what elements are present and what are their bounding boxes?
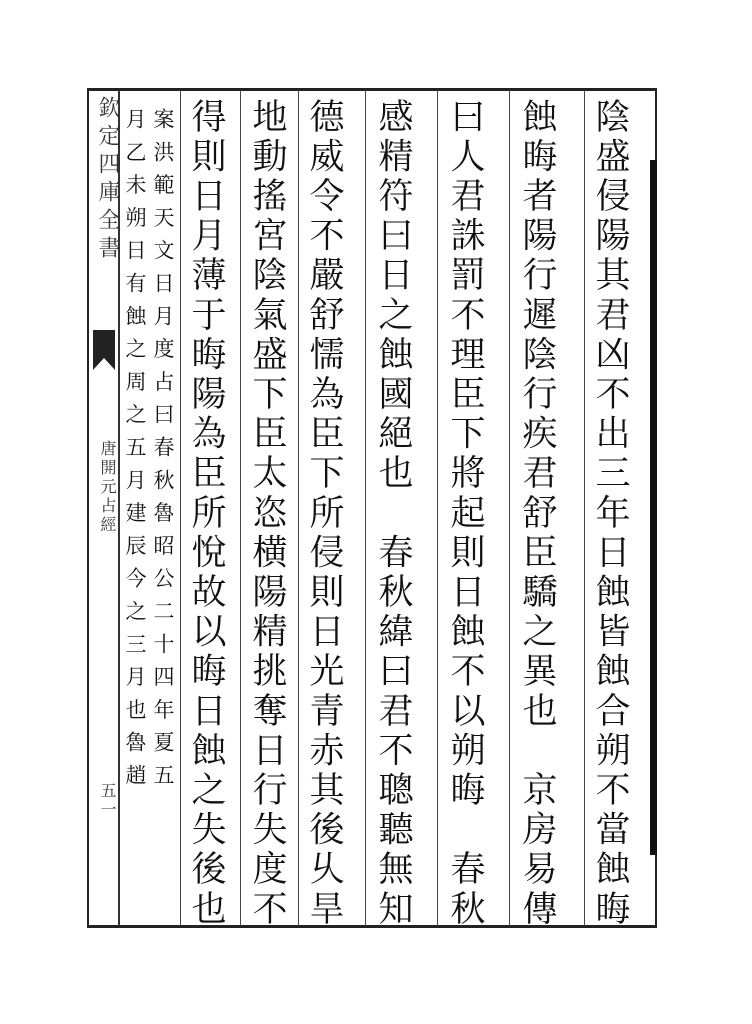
column-rule <box>298 90 299 926</box>
column-rule <box>584 90 585 926</box>
text-column-3: 曰人君誅罰不理臣下將起則日蝕不以朔晦 春秋 <box>445 98 485 930</box>
book-title: 唐開元占經 <box>98 440 117 535</box>
text-column-1: 陰盛侵陽其君凶不出三年日蝕皆蝕合朔不當蝕晦 <box>590 98 630 930</box>
note-column-2: 月乙未朔日有蝕之周之五月建辰今之三月也魯趙 <box>123 108 147 797</box>
text-column-4: 感精符曰日之蝕國絕也 春秋緯曰君不聰聽無知 <box>373 98 413 930</box>
text-column-6: 地動搖宮陰氣盛下臣太恣横陽精挑奪日行失度不 <box>247 98 287 930</box>
collection-title: 欽定四庫全書 <box>95 96 120 264</box>
column-rule <box>437 90 438 926</box>
column-rule <box>365 90 366 926</box>
text-column-7: 得則日月薄于晦陽為臣所悅故以晦日蝕之失後也 <box>186 98 226 930</box>
column-rule <box>180 90 181 926</box>
page-number: 五一 <box>98 782 117 820</box>
note-column-1: 案洪範天文日月度占曰春秋魯昭公二十四年夏五 <box>151 108 175 797</box>
text-column-2: 蝕晦者陽行遲陰行疾君舒臣驕之異也 京房易傳 <box>517 98 557 930</box>
right-border-rule <box>650 160 657 855</box>
column-rule <box>509 90 510 926</box>
column-rule <box>240 90 241 926</box>
text-column-5: 德威令不嚴舒懦為臣下所侵則日光青赤其後乆旱 <box>304 98 344 930</box>
